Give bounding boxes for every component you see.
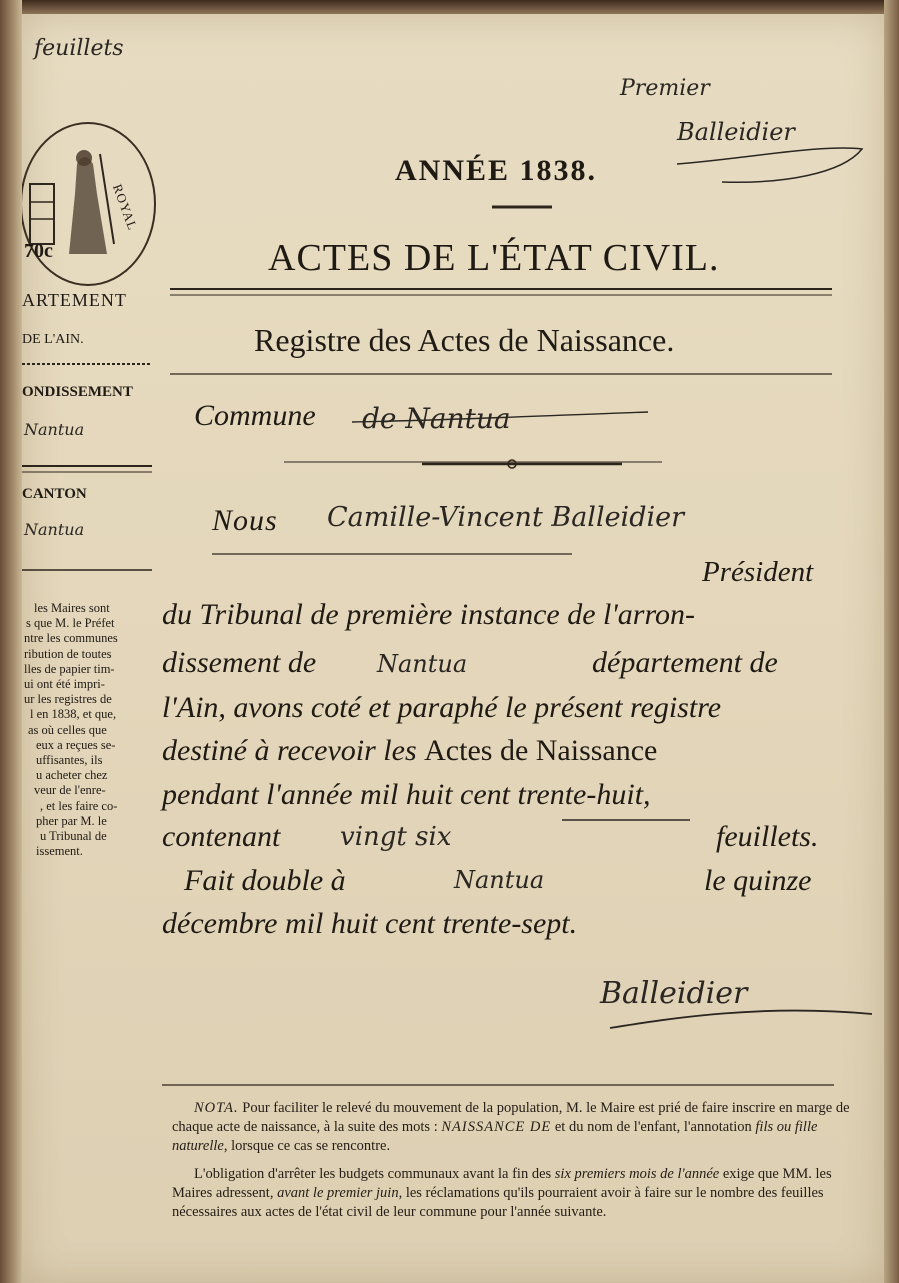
body-text: dissement de [162,646,317,679]
margin-notice-line: veur de l'enre- [34,783,106,798]
body-text: destiné à recevoir les [162,734,417,767]
margin-notice-line: les Maires sont [34,601,110,615]
decorative-rules [22,14,884,1283]
signature: Balleidier [600,976,748,1011]
register-page [22,14,884,1283]
margin-notice-line: ur les registres de [24,692,112,707]
margin-notice-line: , et les faire co- [40,798,118,813]
page-title: ACTES DE L'ÉTAT CIVIL. [268,237,720,279]
margin-notice-line: l en 1838, et que, [30,707,117,722]
president-name: Camille-Vincent Balleidier [327,502,684,533]
seal-value: 70c [24,240,53,262]
body-text: le quinze [704,864,812,897]
nota-text: , les réclamations qu'ils pourraient avoir à faire sur le nombre des feuilles nécessaires aux actes de l'état civil de leur commune pour l'année suivante. [172,1185,824,1220]
margin-notice-line: pher par M. le [36,813,107,828]
nota-italic: fils ou fille naturelle [172,1119,818,1154]
body-text: département de [592,646,778,679]
margin-notice-line: issement. [36,844,83,859]
feuillets-count-handwritten: vingt six [340,822,452,852]
body-text: feuillets. [716,820,819,853]
arrondissement-handwritten: Nantua [377,650,468,678]
nota-text: exige que MM. les Maires adressent, [172,1166,832,1201]
margin-notice-line: u acheter chez [36,768,108,783]
nota-keyword: NAISSANCE DE [441,1119,552,1135]
year-heading: ANNÉE 1838. [395,154,598,187]
body-text: Actes de Naissance [424,734,658,767]
commune-label: Commune [194,399,316,432]
margin-de-lain: DE L'AIN. [22,332,84,347]
commune-name: de Nantua [362,402,511,435]
margin-notice-line: ui ont été impri- [24,677,105,692]
body-line: l'Ain, avons coté et paraphé le présent registre [162,691,722,724]
margin-notice-line: ribution de toutes [24,646,112,661]
binding-edge [0,0,22,1283]
margin-notice-line: s que M. le Préfet [26,616,115,631]
seal-word: ROYAL [109,182,141,233]
nota-italic: avant le premier juin [277,1185,399,1201]
body-line: pendant l'année mil huit cent trente-huit, [162,778,651,811]
margin-canton-name: Nantua [24,520,85,539]
nota-italic: six premiers mois de l'année [554,1166,720,1182]
body-text: Fait double à [184,864,346,897]
body-line: décembre mil huit cent trente-sept. [162,907,578,940]
page-top-edge [0,0,899,14]
margin-canton: CANTON [22,486,87,502]
nous-label: Nous [212,504,278,537]
fait-a-handwritten: Nantua [454,866,545,894]
nota-label: NOTA. [194,1100,239,1116]
top-right-note-1: Premier [620,76,710,101]
margin-notice-line: as où celles que [28,722,107,737]
corner-note: feuillets [34,36,124,61]
nota-text: , lorsque ce cas se rencontre. [223,1138,391,1154]
nota-text: L'obligation d'arrêter les budgets communaux avant la fin des [194,1166,552,1182]
margin-notice-line: u Tribunal de [40,829,107,844]
margin-arrondissement-name: Nantua [24,420,85,439]
margin-departement: ARTEMENT [22,290,127,310]
margin-notice-line: lles de papier tim- [24,661,115,676]
nota-text: et du nom de l'enfant, l'annotation [554,1119,752,1135]
top-right-note-2: Balleidier [677,118,795,146]
body-text: contenant [162,820,281,853]
margin-arrondissement: ONDISSEMENT [22,384,133,400]
body-line: du Tribunal de première instance de l'arron- [162,598,696,631]
margin-notice-line: ntre les communes [24,631,118,646]
president-title: Président [702,556,814,588]
nota-text: Pour faciliter le relevé du mouvement de la population, M. le Maire est prié de faire inscrire en marge de chaque acte de naissance, à la suite des mots : [172,1100,850,1135]
register-subtitle: Registre des Actes de Naissance. [254,322,675,358]
margin-notice-line: eux a reçues se- [36,737,116,752]
page-right-edge [884,0,899,1283]
margin-notice-line: uffisantes, ils [36,753,103,768]
